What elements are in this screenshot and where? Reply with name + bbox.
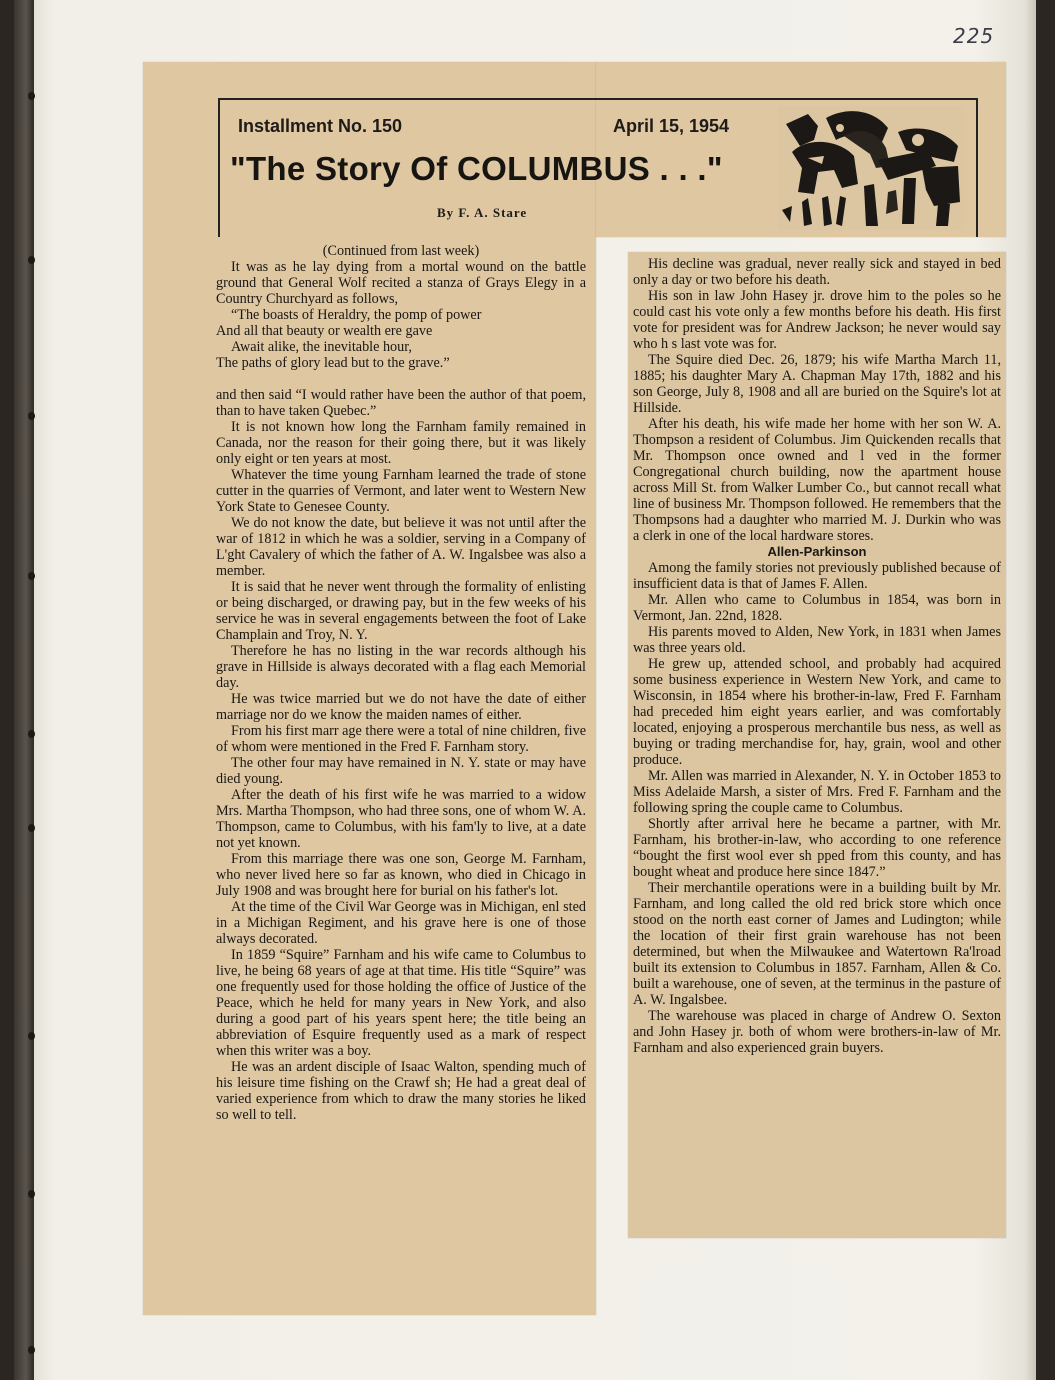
poem-line: Await alike, the inevitable hour,	[231, 339, 412, 355]
paragraph: His parents moved to Alden, New York, in 1831 when James was three years old.	[633, 624, 1001, 656]
binding-hole	[28, 824, 35, 832]
binding-hole	[28, 412, 35, 420]
paragraph: Mr. Allen was married in Alexander, N. Y. in October 1853 to Miss Adelaide Marsh, a sister of Mrs. Fred F. Farnham and the following spring the couple came to Columbus.	[633, 768, 1001, 816]
article-column-right	[633, 256, 1001, 1056]
paragraph: The Squire died Dec. 26, 1879; his wife Martha March 11, 1885; his daughter Mary A. Chapman May 17th, 1882 and his son George, July 8, 1908 and all are buried on the Squire's lot at Hillside.	[633, 352, 1001, 416]
paragraph: We do not know the date, but believe it was not until after the war of 1812 in which he was a soldier, serving in a Company of L'ght Cavalery of which the father of A. W. Ingalsbee was also a member.	[216, 515, 586, 579]
binding-hole	[28, 572, 35, 580]
paragraph: Therefore he has no listing in the war records although his grave in Hillside is always decorated with a flag each Memorial day.	[216, 643, 586, 691]
paragraph: In 1859 “Squire” Farnham and his wife came to Columbus to live, he being 68 years of age at that time. His title “Squire” was one frequently used for those holding the office of Justice of the Peace, which he held for many years in New York, and also during a good part of his years spent here; the title being an abbreviation of Esquire frequently used as a mark of respect when this writer was a boy.	[216, 947, 586, 1059]
woodcut-oxen-wagon-icon	[778, 106, 964, 230]
byline: By F. A. Stare	[437, 205, 528, 220]
paragraph: Shortly after arrival here he became a partner, with Mr. Farnham, his brother-in-law, who according to one reference “bought the first wool ever sh pped from this county, and has bought wheat and produce here since 1847.”	[633, 816, 1001, 880]
paragraph: His decline was gradual, never really sick and stayed in bed only a day or two before his death.	[633, 256, 1001, 288]
paragraph: After the death of his first wife he was married to a widow Mrs. Martha Thompson, who had three sons, one of whom W. A. Thompson, came to Columbus, with his fam'ly to live, at a date not yet known.	[216, 787, 586, 851]
continued-note: (Continued from last week)	[322, 243, 480, 259]
paragraph: The other four may have remained in N. Y. state or may have died young.	[216, 755, 586, 787]
paragraph: It is said that he never went through the formality of enlisting or being discharged, or drawing pay, but in the few weeks of his service he was in several engagements between the foot of Lake Champlain and Troy, N. Y.	[216, 579, 586, 643]
paragraph: Their merchantile operations were in a building built by Mr. Farnham, and long called the old red brick store which once stood on the north east corner of James and Ludington; while the location of their first grain warehouse has not been determined, but when the Milwaukee and Watertown Ra'lroad built its extension to Columbus in 1857. Farnham, Allen & Co. built a warehouse, one of seven, at the terminus in the pasture of A. W. Ingalsbee.	[633, 880, 1001, 1008]
section-subheading: Allen-Parkinson	[767, 544, 867, 559]
poem-line: And all that beauty or wealth ere gave	[216, 323, 433, 339]
poem-line: The paths of glory lead but to the grave.”	[216, 355, 450, 371]
binding-hole	[28, 730, 35, 738]
paragraph: Whatever the time young Farnham learned the trade of stone cutter in the quarries of Vermont, and later went to Western New York State to Genesee County.	[216, 467, 586, 515]
paragraph: He was twice married but we do not have the date of either marriage nor do we know the maiden names of either.	[216, 691, 586, 723]
paragraph: His son in law John Hasey jr. drove him to the poles so he could cast his vote only a few months before his death. His first vote for president was for Andrew Jackson; he never would say who h s last vote was for.	[633, 288, 1001, 352]
binding-hole	[28, 92, 35, 100]
article-title: "The Story Of COLUMBUS . . ."	[230, 150, 723, 187]
installment-number: Installment No. 150	[238, 116, 403, 136]
paragraph: The warehouse was placed in charge of Andrew O. Sexton and John Hasey jr. both of whom were brothers-in-law of Mr. Farnham and also experienced grain buyers.	[633, 1008, 1001, 1056]
paragraph: He grew up, attended school, and probably had acquired some business experience in Western New York, and came to Wisconsin, in 1854 where his brother-in-law, Fred F. Farnham had preceded him eight years earlier, and was comfortably located, enjoying a prosperous merchantile bus ness, as well as buying or trading merchandise for, hay, grain, wool and other produce.	[633, 656, 1001, 768]
binding-hole	[28, 1032, 35, 1040]
publication-date: April 15, 1954	[613, 116, 730, 136]
binding-hole	[28, 1190, 35, 1198]
article-column-left	[216, 243, 586, 1123]
paragraph: It is not known how long the Farnham family remained in Canada, nor the reason for their going there, but it was likely only eight or ten years at most.	[216, 419, 586, 467]
page-number: 225	[953, 24, 995, 48]
paragraph: Among the family stories not previously published because of insufficient data is that of James F. Allen.	[633, 560, 1001, 592]
paragraph: At the time of the Civil War George was in Michigan, enl sted in a Michigan Regiment, and his grave here is one of those always decorated.	[216, 899, 586, 947]
paragraph: From his first marr age there were a total of nine children, five of whom were mentioned in the Fred F. Farnham story.	[216, 723, 586, 755]
paragraph: It was as he lay dying from a mortal wound on the battle ground that General Wolf recited a stanza of Grays Elegy in a Country Churchyard as follows,	[216, 259, 586, 307]
paragraph: After his death, his wife made her home with her son W. A. Thompson a resident of Columbus. Jim Quickenden recalls that Mr. Thompson once owned and l ved in the former Congregational church building, now the apartment house across Mill St. from Walker Lumber Co., but cannot recall what line of business Mr. Thompson followed. He remembers that the Thompsons had a daughter who married M. J. Durkin who was a clerk in one of the local hardware stores.	[633, 416, 1001, 544]
poem-line: “The boasts of Heraldry, the pomp of power	[231, 307, 482, 323]
binding-hole	[28, 1346, 35, 1354]
binding-hole	[28, 256, 35, 264]
binding-strip	[14, 0, 34, 1380]
paragraph: Mr. Allen who came to Columbus in 1854, was born in Vermont, Jan. 22nd, 1828.	[633, 592, 1001, 624]
paragraph: He was an ardent disciple of Isaac Walton, spending much of his leisure time fishing on the Crawf sh; He had a great deal of varied experience from which to draw the many stories he liked so well to tell.	[216, 1059, 586, 1123]
paragraph: From this marriage there was one son, George M. Farnham, who never lived here so far as known, who died in Chicago in July 1908 and was brought here for burial on his father's lot.	[216, 851, 586, 899]
paragraph: and then said “I would rather have been the author of that poem, than to have taken Quebec.”	[216, 387, 586, 419]
